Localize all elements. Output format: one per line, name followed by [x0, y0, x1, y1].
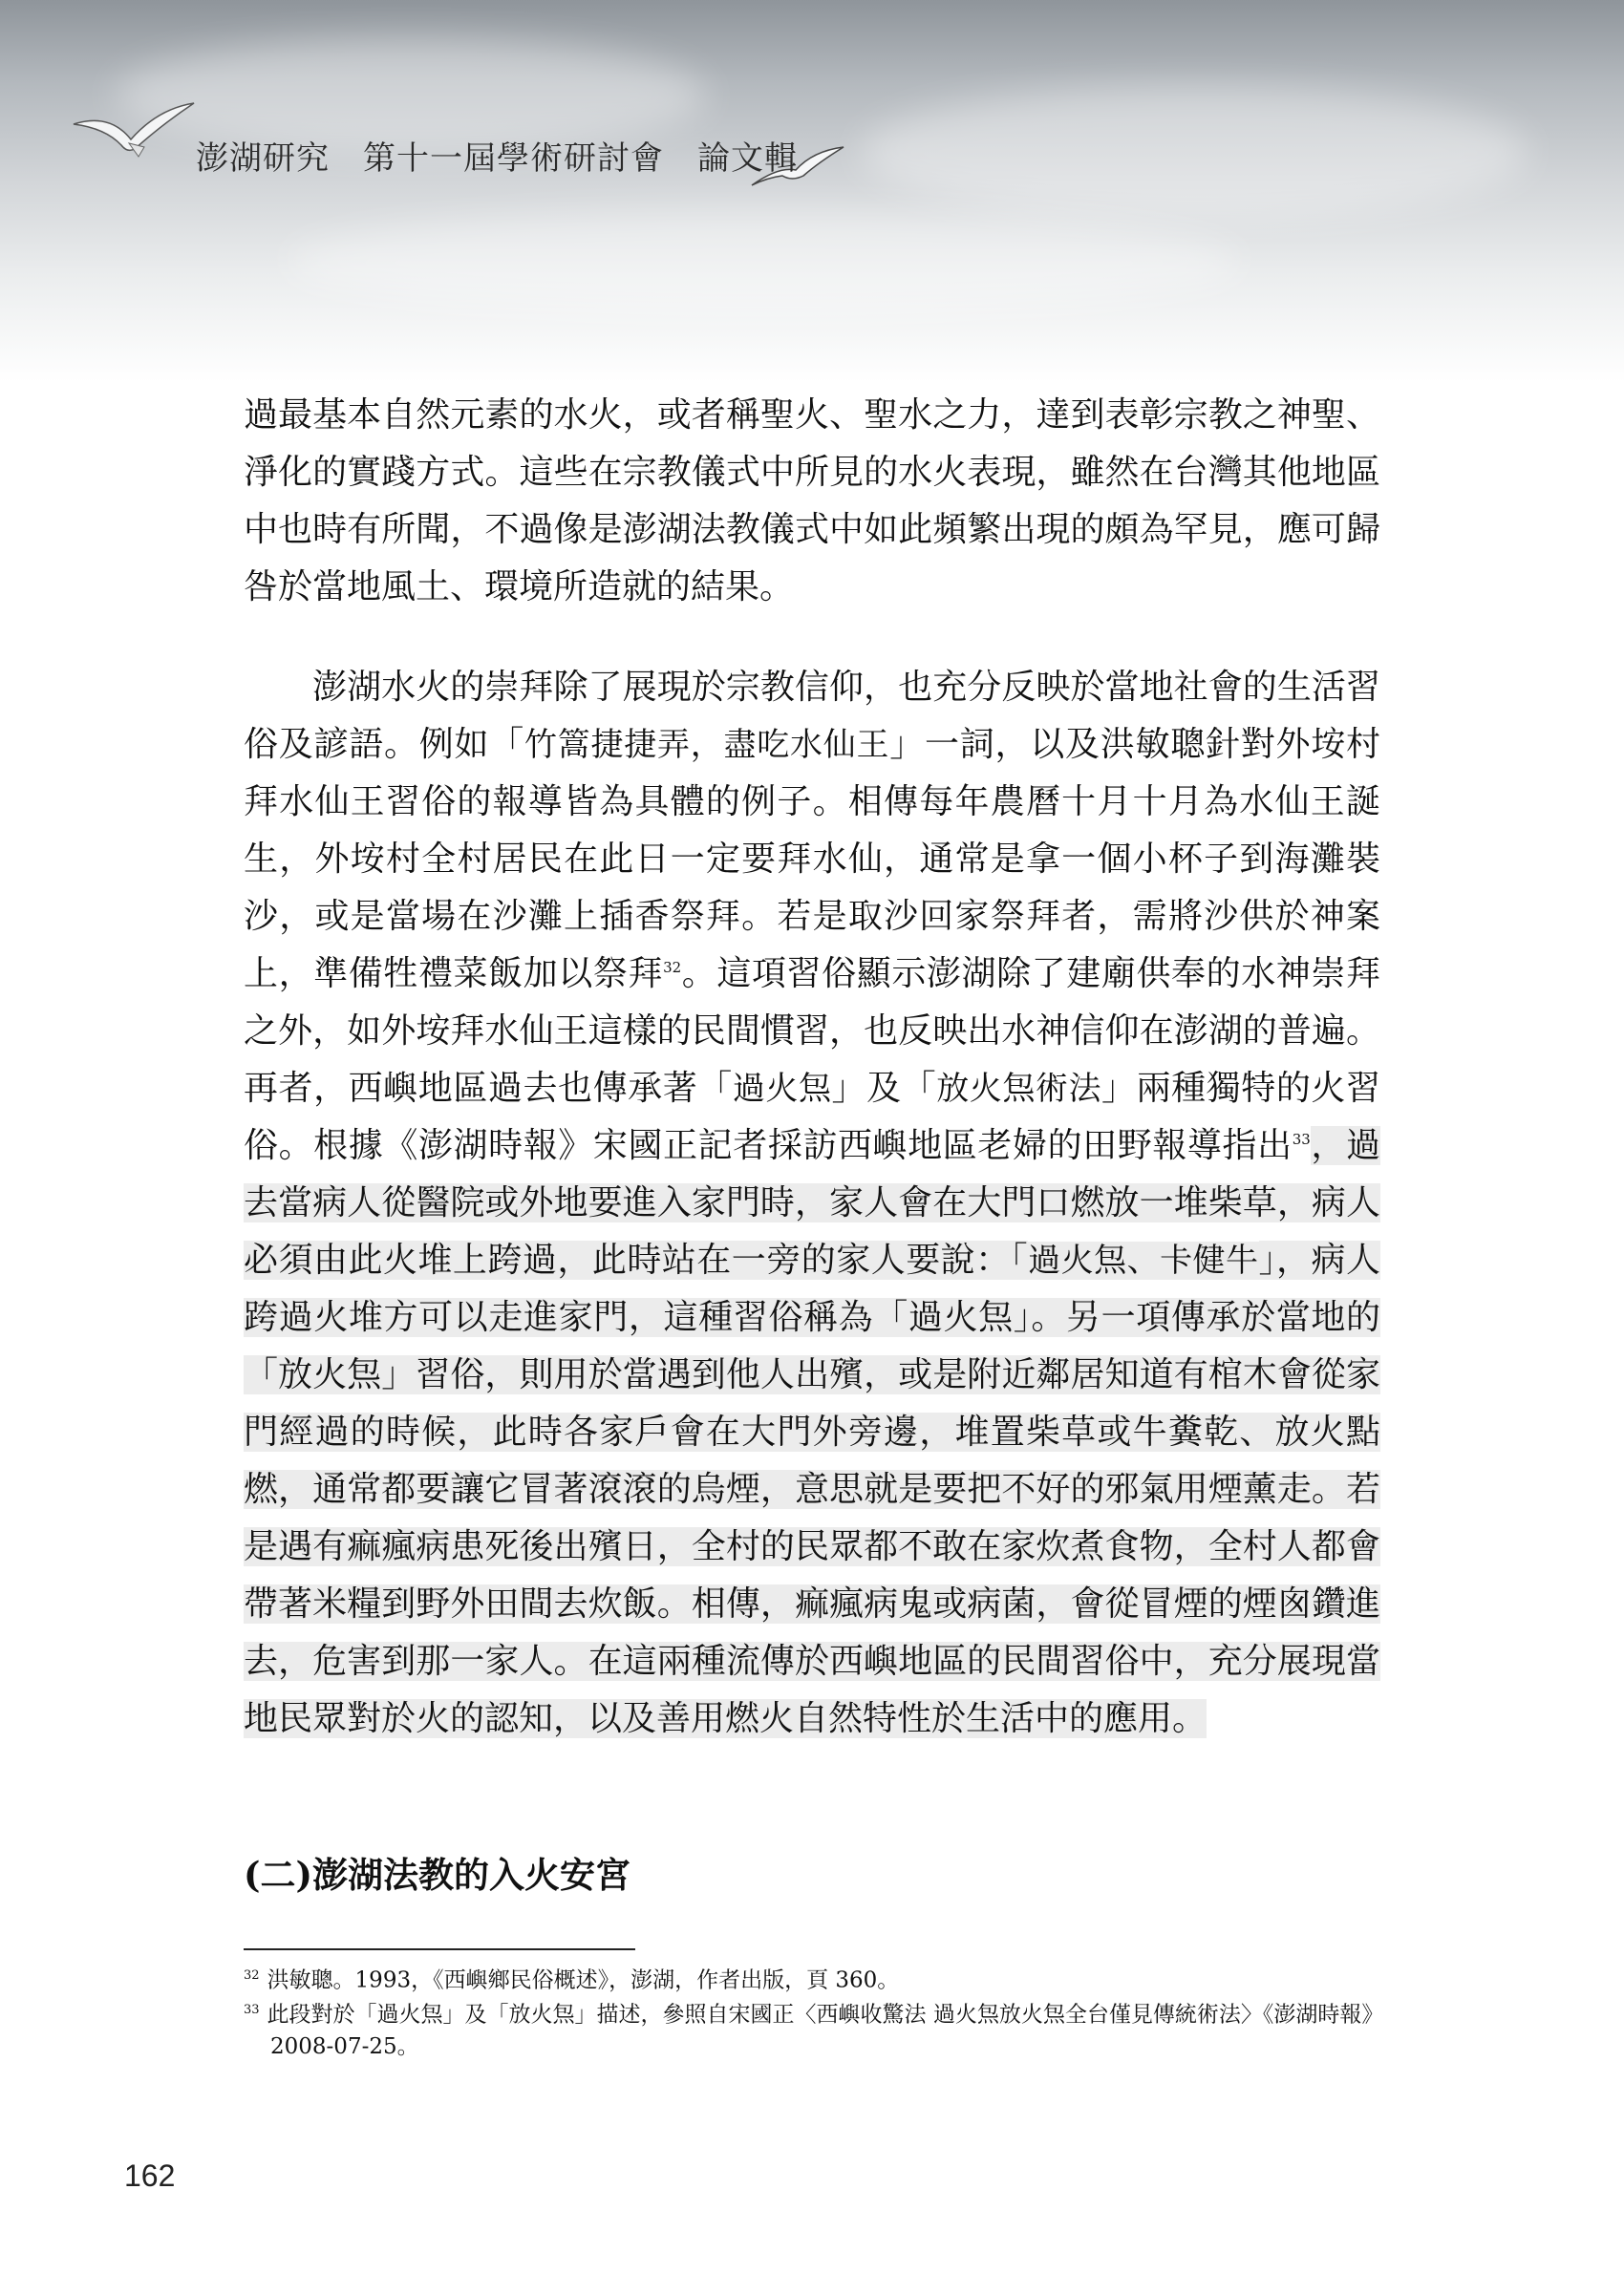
- header-banner: [0, 0, 1624, 382]
- body-paragraph: [244, 659, 1380, 1748]
- footnote-number: 33: [244, 2003, 260, 2017]
- footnote-text: 洪敏聰。1993，《西嶼鄉民俗概述》，澎湖，作者出版，頁 360。: [267, 1967, 900, 1993]
- quoted-term: 放火炰術法: [936, 1070, 1102, 1108]
- text-run: 」，病人跨過火堆方可以走進家門，這種習俗稱為「過火炰」。另一項傳承於當地的「放火炰」習俗，則用於當遇到他人出殯，或是附近鄰居知道有棺木會從家門經過的時候，此時各家戶會在大門外旁邊，堆置柴草或牛糞乾、放火點燃，通常都要讓它冒著滾滾的烏煙，意思就是要把不好的邪氣用煙薰走。若是遇有痲瘋病患死後出殯日，全村的民眾都不敢在家炊煮食物，全村人都會帶著米糧到野外田間去炊飯。相傳，痲瘋病鬼或病菌，會從冒煙的煙囪鑽進去，危害到那一家人。在這兩種流傳於西嶼地區的民間習俗中，充分展現當地民眾對於火的認知，以及善用燃火自然特性於生活中的應用。: [244, 1241, 1380, 1738]
- body-paragraph: 過最基本自然元素的水火，或者稱聖火、聖水之力，達到表彰宗教之神聖、淨化的實踐方式。這些在宗教儀式中所見的水火表現，雖然在台灣其他地區中也時有所聞，不過像是澎湖法教儀式中如此頻繁出現的頗為罕見，應可歸咎於當地風土、環境所造就的結果。: [244, 395, 1380, 606]
- text-run: ，過去當病人從醫院或外地要進入家門時，家人會在大門口燃放一堆柴草，病人必須由此火堆上跨過，此時站在一旁的家人要說：「: [244, 1126, 1380, 1280]
- text-run: 」兩種獨特的火習俗。根據《澎湖時報》宋國正記者採訪西嶼地區老婦的田野報導指出: [244, 1069, 1380, 1165]
- text-run: 」一詞，以及洪敏聰針對外垵村拜水仙王習俗的報導皆為具體的例子。相傳每年農曆十月十月為水仙王誕生，外垵村全村居民在此日一定要拜水仙，通常是拿一個小杯子到海灘裝沙，或是當場在沙灘上插香祭拜。若是取沙回家祭拜者，需將沙供於神案上，準備牲禮菜飯加以祭拜: [244, 725, 1380, 993]
- section-heading: (二)澎湖法教的入火安宮: [244, 1854, 631, 1896]
- quoted-term: 過火炰: [732, 1070, 832, 1108]
- page-number: 162: [124, 2158, 176, 2193]
- text-run: 。這項習俗顯示澎湖除了建廟供奉的水神崇拜之外，如外垵拜水仙王這樣的民間慣習，也反映出水神信仰在澎湖的普遍。再者，西嶼地區過去也傳承著「: [244, 954, 1380, 1108]
- seagull-left-icon: [72, 96, 196, 162]
- text-run: 澎湖水火的崇拜除了展現於宗教信仰，也充分反映於當地社會的生活習俗及諺語。例如「: [244, 668, 1380, 764]
- quoted-saying: 過火炰、卡健牛: [1028, 1242, 1259, 1280]
- footnote-divider: [244, 1948, 635, 1950]
- footnote-number: 32: [244, 1968, 260, 1983]
- journal-header-title: 澎湖研究 第十一屆學術研討會 論文輯: [196, 139, 798, 178]
- footnote: [244, 1960, 1380, 1997]
- footnote-ref-32[interactable]: 32: [663, 959, 682, 976]
- text-run: 」及「: [831, 1069, 937, 1108]
- footnote: [244, 1994, 1407, 2063]
- footnote-text: 此段對於「過火炰」及「放火炰」描述，參照自宋國正〈西嶼收驚法 過火炰放火炰全台僅見傳統術法〉《澎湖時報》2008-07-25。: [267, 2002, 1384, 2059]
- quoted-saying: 竹篙捷捷弄，盡吃水仙王: [524, 726, 890, 764]
- footnote-ref-33[interactable]: 33: [1292, 1131, 1311, 1148]
